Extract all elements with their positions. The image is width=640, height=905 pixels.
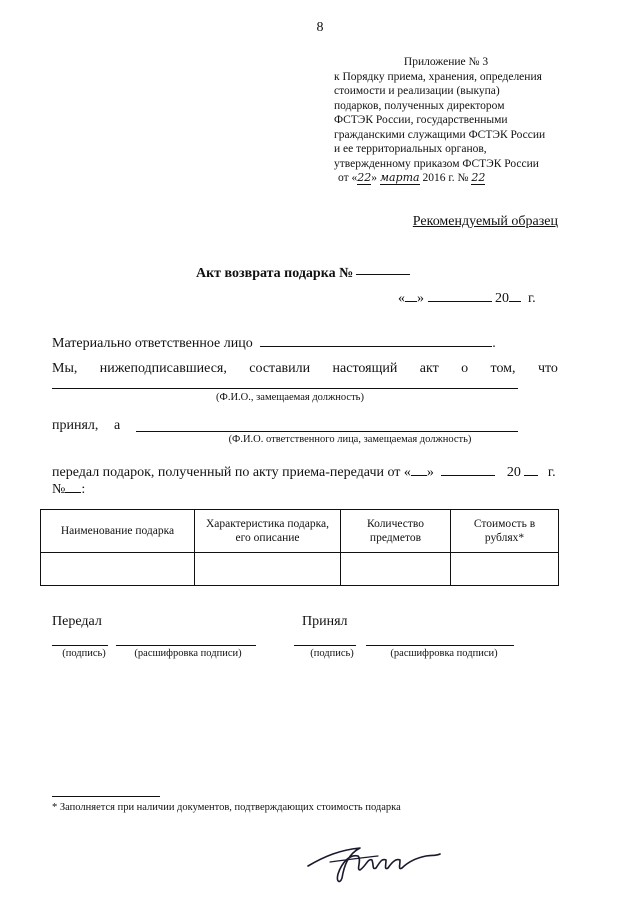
transferred-text: передал подарок, полученный по акту приема-передачи от « <box>52 465 411 480</box>
handed-over-label: Передал <box>52 614 102 629</box>
responsible-person-label: Материально ответственное лицо <box>52 336 253 351</box>
received-decoding-caption: (расшифровка подписи) <box>390 648 498 659</box>
number-suffix: : <box>81 482 86 497</box>
year-blank <box>509 289 521 302</box>
handed-decoding-line <box>116 645 256 646</box>
table-cell <box>195 553 341 586</box>
header-cost: Стоимость в рублях* <box>451 510 559 553</box>
order-month-handwritten: марта <box>379 171 420 184</box>
transfer-close-quote: » <box>426 465 434 480</box>
act-date-line <box>398 289 536 307</box>
appendix-line: утвержденному приказом ФСТЭК России <box>334 157 539 170</box>
transfer-year-blank <box>524 463 538 476</box>
text-word: о <box>461 361 469 376</box>
act-number-line <box>356 274 410 275</box>
page-number: 8 <box>316 20 324 35</box>
text-word: акт <box>419 361 439 376</box>
number-row <box>52 480 558 498</box>
appendix-line: ФСТЭК России, государственными <box>334 114 508 126</box>
transfer-year-prefix: 20 <box>506 465 521 480</box>
we-row <box>52 361 558 377</box>
footnote-text: * Заполняется при наличии документов, подтверждающих стоимость подарка <box>52 802 401 813</box>
accepted-a: а <box>114 418 121 433</box>
text-word: нижеподписавшиеся, <box>99 361 227 376</box>
appendix-line: подарков, полученных директором <box>334 99 505 112</box>
responsible-person-line <box>260 334 492 347</box>
handed-decoding-caption: (расшифровка подписи) <box>134 648 242 659</box>
order-prefix: от « <box>338 172 358 184</box>
day-blank <box>405 289 417 302</box>
text-word: что <box>537 361 558 376</box>
order-day-handwritten: 22 <box>357 171 372 184</box>
transferred-row <box>52 463 558 481</box>
number-label: № <box>52 482 66 497</box>
appendix-line: стоимости и реализации (выкупа) <box>334 85 500 97</box>
accepted-label: принял, <box>52 418 99 433</box>
text-word: составили <box>249 361 311 376</box>
text-word: том, <box>490 361 516 376</box>
received-signature-line <box>294 645 356 646</box>
act-title <box>196 266 410 282</box>
text-word: Мы, <box>52 361 78 376</box>
responsible-person-row: Материально ответственное лицо . <box>52 336 496 351</box>
transfer-day-blank <box>411 463 427 476</box>
date-suffix: г. <box>528 291 536 306</box>
recommended-sample-label: Рекомендуемый образец <box>412 214 558 229</box>
handed-signature-line <box>52 645 108 646</box>
handwritten-signature <box>300 836 450 886</box>
table-row <box>41 553 559 586</box>
header-gift-name: Наименование подарка <box>41 510 195 553</box>
gifts-table <box>40 509 559 586</box>
appendix-block <box>334 55 558 186</box>
date-open-quote: « <box>398 291 405 306</box>
responsible-fio-caption: (Ф.И.О. ответственного лица, замещаемая должность) <box>228 434 472 445</box>
received-signature-caption: (подпись) <box>310 648 354 659</box>
month-blank <box>428 289 492 302</box>
appendix-line: к Порядку приема, хранения, определения <box>334 70 542 83</box>
received-label: Принял <box>302 614 348 629</box>
fio-position-caption: (Ф.И.О., замещаемая должность) <box>216 392 364 403</box>
handed-signature-caption: (подпись) <box>62 648 106 659</box>
number-blank <box>65 480 81 493</box>
date-close-quote: » <box>417 291 424 306</box>
header-gift-description: Характеристика подарка, его описание <box>195 510 341 553</box>
table-cell <box>451 553 559 586</box>
header-quantity: Количество предметов <box>341 510 451 553</box>
table-cell <box>41 553 195 586</box>
order-date-line <box>334 171 558 186</box>
transfer-month-blank <box>441 463 495 476</box>
footnote-divider <box>52 796 160 797</box>
date-year-prefix: 20 <box>495 291 509 306</box>
order-number-handwritten: 22 <box>471 171 486 184</box>
table-header-row <box>41 510 559 553</box>
act-title-text: Акт возврата подарка № <box>196 266 354 281</box>
fio-position-line <box>52 388 518 389</box>
order-mid: » <box>371 172 377 184</box>
text-word: настоящий <box>332 361 398 376</box>
transfer-suffix: г. <box>547 465 556 480</box>
table-cell <box>341 553 451 586</box>
appendix-title: Приложение № 3 <box>403 56 489 68</box>
appendix-line: гражданскими служащими ФСТЭК России <box>334 128 546 141</box>
appendix-line: и ее территориальных органов, <box>334 143 487 155</box>
received-decoding-line <box>366 645 514 646</box>
responsible-fio-line <box>136 431 518 432</box>
order-year: 2016 г. № <box>422 172 469 184</box>
